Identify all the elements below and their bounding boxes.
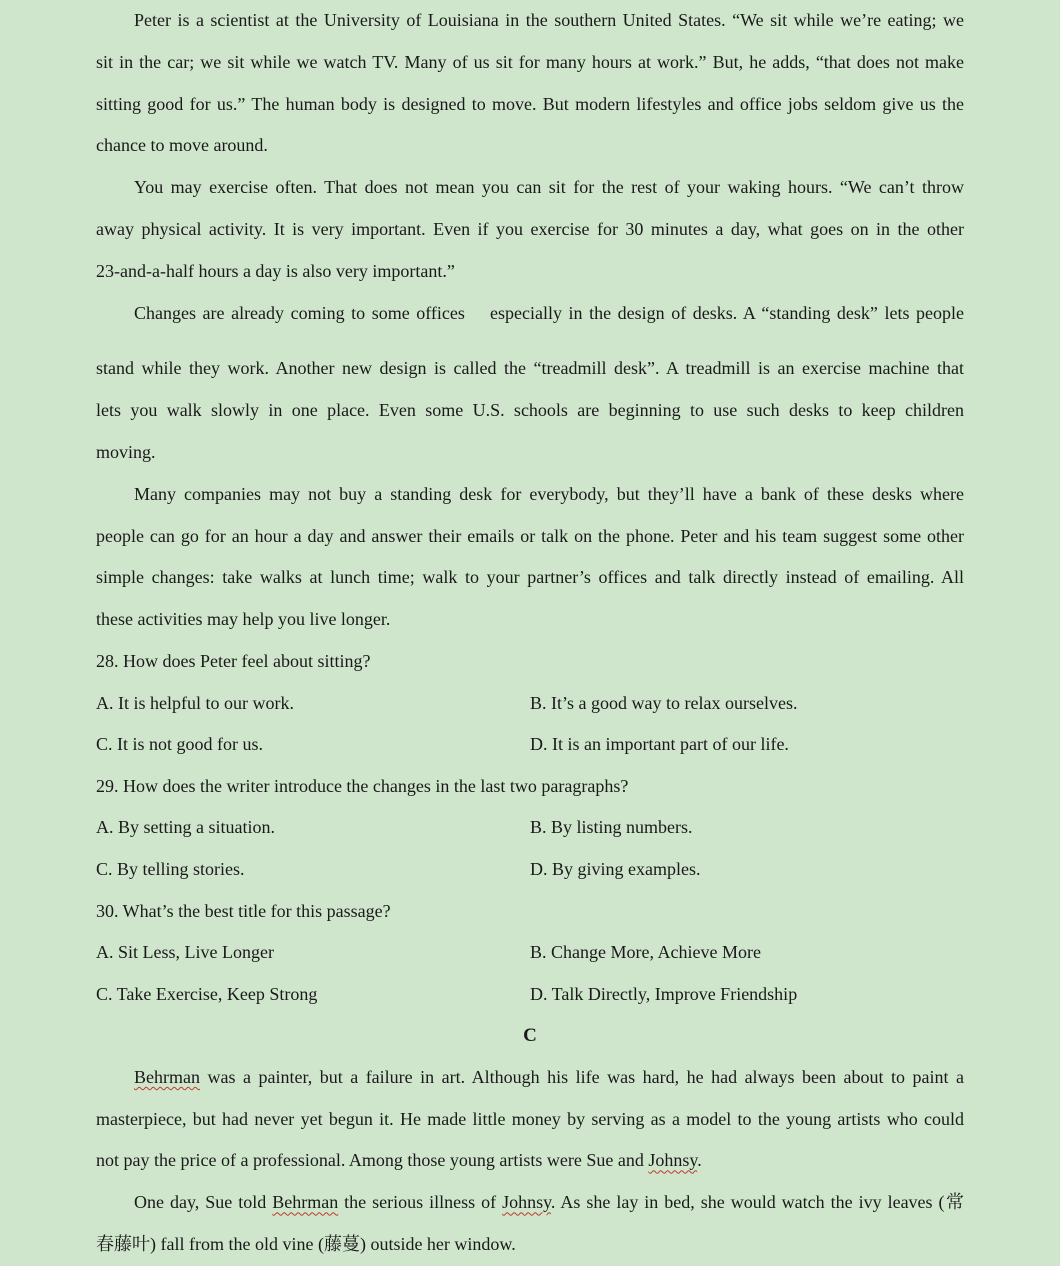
text-line [96, 1182, 964, 1224]
passage-c-paragraph-2 [96, 1182, 964, 1266]
text-line: sit in the car; we sit while we watch TV. Many of us sit for many hours at work.” But, he adds, “that does not make [96, 51, 964, 72]
text-line: You may exercise often. That does not mean you can sit for the rest of your waking hours. “We can’t throw [134, 177, 964, 198]
spellcheck-word: Johnsy [648, 1150, 698, 1171]
option-b[interactable]: B. By listing numbers. [530, 817, 693, 838]
question-29 [96, 766, 964, 891]
passage-c-paragraph-1 [96, 1057, 964, 1182]
option-d[interactable]: D. Talk Directly, Improve Friendship [530, 983, 798, 1004]
options-row [96, 849, 964, 891]
passage-b-paragraph-1 [96, 0, 964, 167]
text-line: lets you walk slowly in one place. Even some U.S. schools are beginning to use such desks to keep children [96, 400, 964, 421]
option-c[interactable]: C. By telling stories. [96, 858, 245, 879]
text-line [96, 1140, 964, 1182]
section-heading: C [523, 1025, 537, 1047]
text-segment: especially in the design of desks. A “standing desk” lets people [490, 302, 964, 323]
text-line [96, 293, 964, 335]
question-28 [96, 641, 964, 766]
text-line: Many companies may not buy a standing desk for everybody, but they’ll have a bank of these desks where [134, 483, 964, 504]
text-segment: One day, Sue told [134, 1192, 273, 1213]
text-line [96, 1057, 964, 1099]
text-line: stand while they work. Another new design is called the “treadmill desk”. A treadmill is an exercise machine that [96, 358, 964, 379]
spacer [96, 334, 964, 348]
text-line: masterpiece, but had never yet begun it. He made little money by serving as a model to the young artists who could [96, 1108, 964, 1129]
passage-b-paragraph-3 [96, 293, 964, 474]
text-line: simple changes: take walks at lunch time; walk to your partner’s offices and talk directly instead of emailing. All [96, 567, 964, 588]
option-a[interactable]: A. It is helpful to our work. [96, 692, 294, 713]
options-row [96, 724, 964, 766]
option-a[interactable]: A. Sit Less, Live Longer [96, 942, 274, 963]
question-stem: 30. What’s the best title for this passage? [96, 900, 391, 921]
options-row [96, 683, 964, 725]
options-row [96, 932, 964, 974]
option-a[interactable]: A. By setting a situation. [96, 817, 275, 838]
spellcheck-word: Behrman [134, 1066, 200, 1087]
option-d[interactable]: D. By giving examples. [530, 858, 701, 879]
text-line: people can go for an hour a day and answer their emails or talk on the phone. Peter and his team suggest some other [96, 525, 964, 546]
text-line: sitting good for us.” The human body is designed to move. But modern lifestyles and office jobs seldom give us the [96, 93, 964, 114]
text-line: Peter is a scientist at the University of Louisiana in the southern United States. “We sit while we’re eating; we [134, 10, 964, 30]
passage-b-paragraph-4 [96, 474, 964, 641]
option-d[interactable]: D. It is an important part of our life. [530, 734, 789, 755]
passage-b-paragraph-2 [96, 167, 964, 292]
options-row [96, 974, 964, 1016]
option-c[interactable]: C. It is not good for us. [96, 734, 264, 755]
text-segment: was a painter, but a failure in art. Although his life was hard, he had always been about to paint a [199, 1066, 964, 1087]
spellcheck-word: Behrman [272, 1192, 339, 1213]
question-stem: 29. How does the writer introduce the changes in the last two paragraphs? [96, 775, 629, 796]
text-segment: . [697, 1150, 702, 1171]
text-line: away physical activity. It is very important. Even if you exercise for 30 minutes a day, what goes on in the other [96, 218, 964, 239]
text-segment: . As she lay in bed, she would watch the ivy leaves (常 [550, 1192, 964, 1213]
text-segment: the serious illness of [338, 1192, 503, 1213]
text-line: chance to move around. [96, 135, 268, 156]
text-segment: Changes are already coming to some offices [134, 302, 465, 323]
text-line: 23-and-a-half hours a day is also very important.” [96, 260, 455, 281]
text-line: 春藤叶) fall from the old vine (藤蔓) outside her window. [96, 1234, 516, 1255]
text-line: moving. [96, 441, 156, 462]
option-c[interactable]: C. Take Exercise, Keep Strong [96, 983, 318, 1004]
text-segment: not pay the price of a professional. Among those young artists were Sue and [96, 1150, 649, 1171]
options-row [96, 807, 964, 849]
option-b[interactable]: B. It’s a good way to relax ourselves. [530, 692, 798, 713]
question-30 [96, 891, 964, 1016]
question-stem: 28. How does Peter feel about sitting? [96, 650, 371, 671]
text-line: these activities may help you live longer. [96, 609, 391, 630]
spellcheck-word: Johnsy [502, 1192, 551, 1213]
option-b[interactable]: B. Change More, Achieve More [530, 942, 761, 963]
